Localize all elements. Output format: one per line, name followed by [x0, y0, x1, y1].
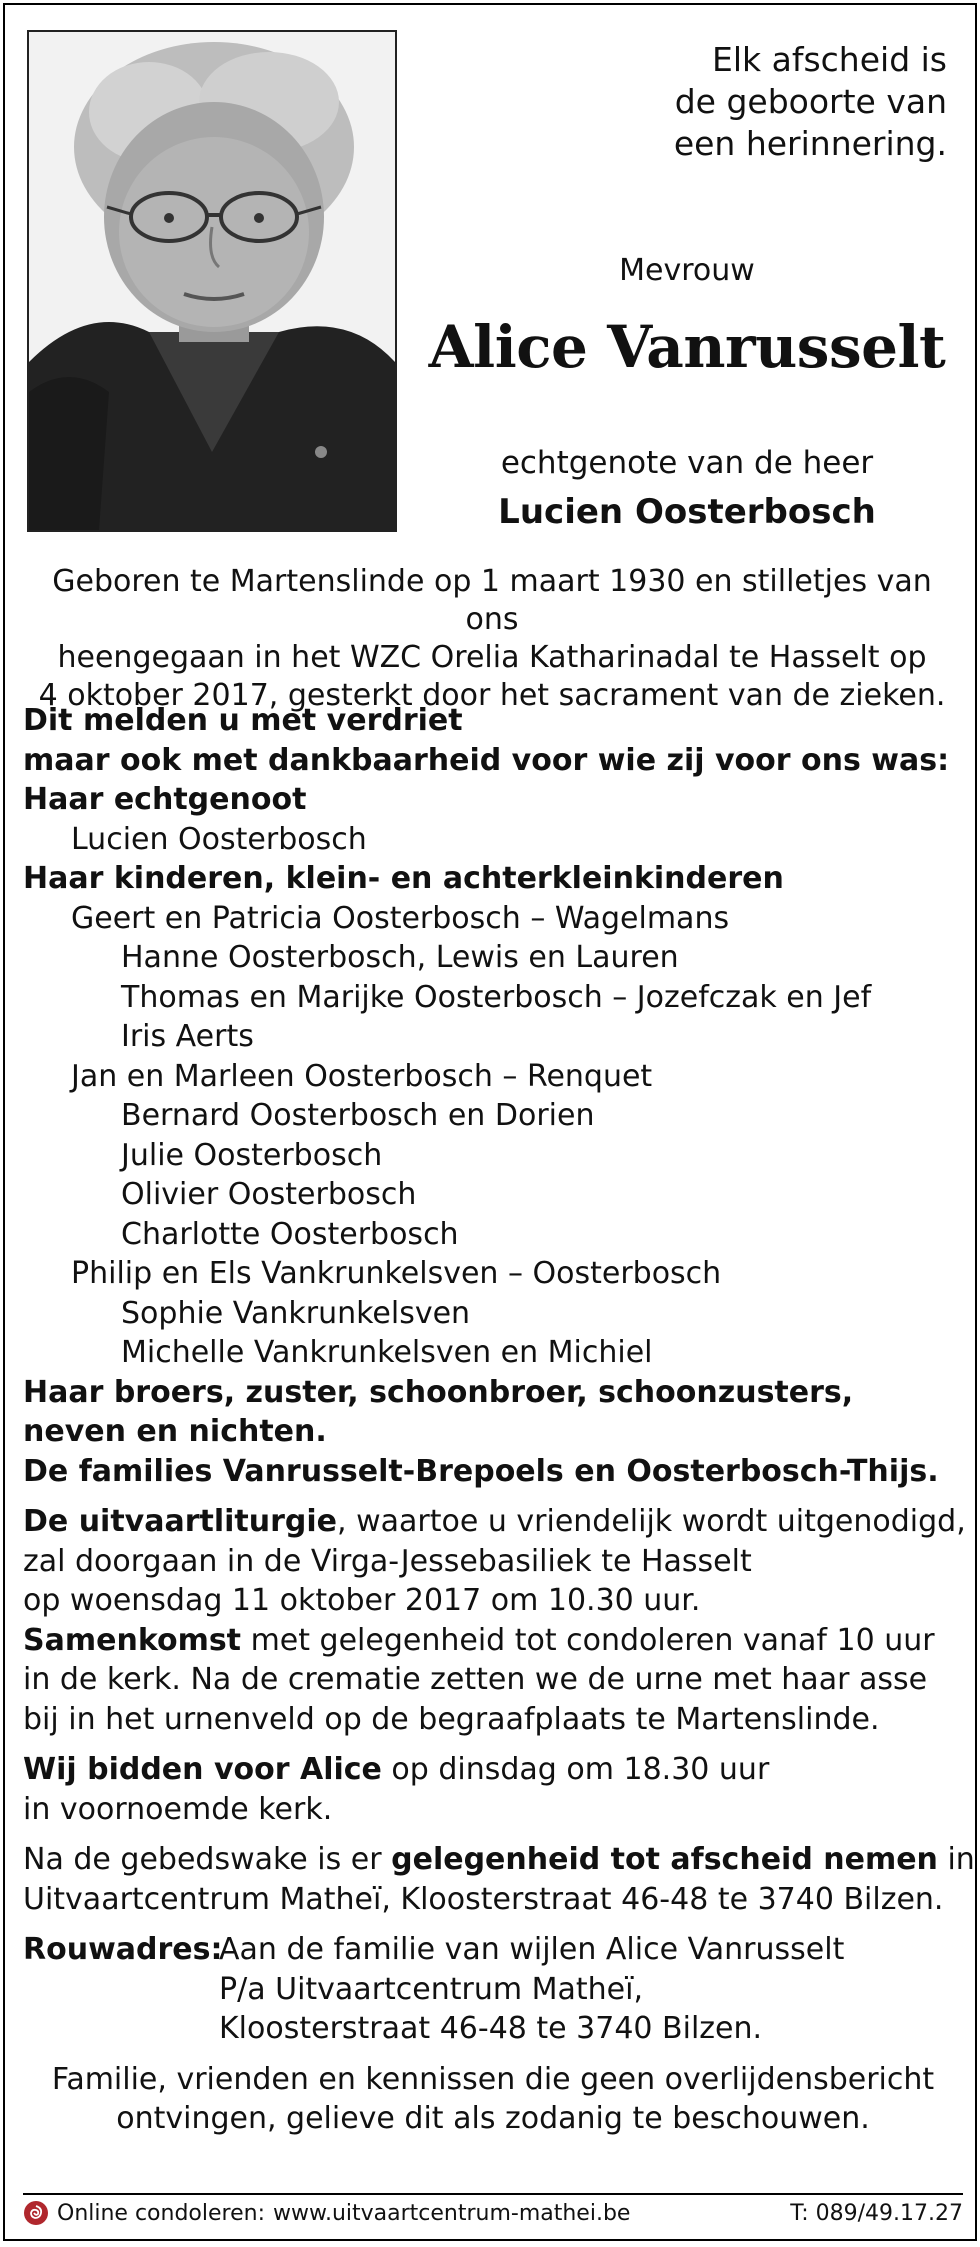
mourning-address	[23, 1930, 963, 2049]
meeting-line	[23, 1621, 963, 1661]
funeral-line-3: op woensdag 11 oktober 2017 om 10.30 uur.	[23, 1583, 701, 1618]
memorial-quote: Elk afscheid is de geboorte van een herinnering.	[673, 40, 947, 163]
obituary-card	[3, 3, 977, 2241]
deceased-name: Alice Vanrusselt	[428, 313, 946, 381]
family-3-kid: Sophie Vankrunkelsven	[121, 1295, 471, 1331]
spouse-intro: echtgenote van de heer	[500, 445, 874, 481]
wake-bold: gelegenheid tot afscheid nemen	[391, 1842, 938, 1877]
wake-line-2: Uitvaartcentrum Matheï, Kloosterstraat 46-48 te 3740 Bilzen.	[23, 1881, 944, 1917]
website-link[interactable]: www.uitvaartcentrum-mathei.be	[272, 2200, 631, 2226]
family-2-kid: Bernard Oosterbosch en Dorien	[121, 1098, 595, 1133]
siblings-line-1: Haar broers, zuster, schoonbroer, schoonzusters,	[23, 1374, 854, 1410]
children-heading: Haar kinderen, klein- en achterkleinkinderen	[23, 861, 784, 896]
prayer-line-2: in voornoemde kerk.	[23, 1791, 333, 1827]
wake-line-1	[23, 1840, 975, 1880]
family-2-kid: Olivier Oosterbosch	[121, 1177, 417, 1212]
family-1-kid: Hanne Oosterbosch, Lewis en Lauren	[121, 940, 679, 975]
portrait-illustration	[29, 32, 395, 530]
siblings-line-2: neven en nichten.	[23, 1414, 327, 1449]
rose-icon	[23, 2200, 49, 2226]
phone-number: T: 089/49.17.27	[790, 2200, 963, 2226]
families-line: De families Vanrusselt-Brepoels en Oosterbosch-Thijs.	[23, 1453, 939, 1489]
spouse-name: Lucien Oosterbosch	[498, 492, 876, 532]
address-lines: Aan de familie van wijlen Alice Vanrusselt P/a Uitvaartcentrum Matheï, Kloosterstraat 46-48 te 3740 Bilzen.	[219, 1932, 845, 2046]
prayer-line-1	[23, 1750, 963, 1790]
funeral-line-1-rest: , waartoe u vriendelijk wordt uitgenodigd,	[337, 1504, 966, 1539]
family-1: Geert en Patricia Oosterbosch – Wagelmans	[71, 900, 730, 936]
spouse-entry: Lucien Oosterbosch	[71, 821, 367, 857]
online-label: Online condoleren:	[57, 2200, 265, 2226]
funeral-line-1	[23, 1502, 966, 1542]
wake-pre: Na de gebedswake is er	[23, 1842, 392, 1877]
announce-line-1: Dit melden u met verdriet	[23, 703, 463, 738]
honorific: Mevrouw	[619, 253, 755, 288]
announcement-body	[23, 701, 975, 2139]
family-3-kid: Michelle Vankrunkelsven en Michiel	[121, 1335, 653, 1370]
family-1-kid: Thomas en Marijke Oosterbosch – Jozefczak en Jef	[121, 979, 872, 1015]
family-2: Jan en Marleen Oosterbosch – Renquet	[71, 1058, 653, 1094]
online-condolence	[23, 2200, 630, 2226]
family-2-kid: Charlotte Oosterbosch	[121, 1216, 459, 1252]
funeral-lead: De uitvaartliturgie	[23, 1504, 338, 1539]
funeral-line-2: zal doorgaan in de Virga-Jessebasiliek te Hasselt	[23, 1543, 752, 1579]
closing-note: Familie, vrienden en kennissen die geen overlijdensbericht ontvingen, gelieve dit als zodanig te beschouwen.	[51, 2061, 935, 2136]
meeting-lead: Samenkomst	[23, 1622, 242, 1658]
address-label: Rouwadres:	[23, 1932, 223, 1967]
announce-line-2: maar ook met dankbaarheid voor wie zij voor ons was:	[23, 742, 950, 778]
meeting-rest: met gelegenheid tot condoleren vanaf 10 uur	[241, 1622, 935, 1658]
birth-death-text: Geboren te Martenslinde op 1 maart 1930 en stilletjes van ons heengegaan in het WZC Orelia Katharinadal te Hasselt op 4 oktober 2017, gesterkt door het sacrament van de zieken.	[38, 564, 946, 713]
prayer-rest: op dinsdag om 18.30 uur	[381, 1752, 770, 1787]
family-2-kid: Julie Oosterbosch	[121, 1137, 383, 1173]
wake-post: in	[937, 1842, 975, 1877]
family-3: Philip en Els Vankrunkelsven – Oosterbosch	[71, 1256, 722, 1291]
spouse-heading: Haar echtgenoot	[23, 782, 307, 817]
family-1-kid: Iris Aerts	[121, 1019, 254, 1054]
funeral-line-6: bij in het urnenveld op de begraafplaats te Martenslinde.	[23, 1701, 880, 1737]
funeral-line-5: in de kerk. Na de crematie zetten we de urne met haar asse	[23, 1662, 928, 1697]
footer-bar	[23, 2193, 963, 2226]
portrait-photo	[27, 30, 397, 532]
prayer-lead: Wij bidden voor Alice	[23, 1752, 382, 1787]
